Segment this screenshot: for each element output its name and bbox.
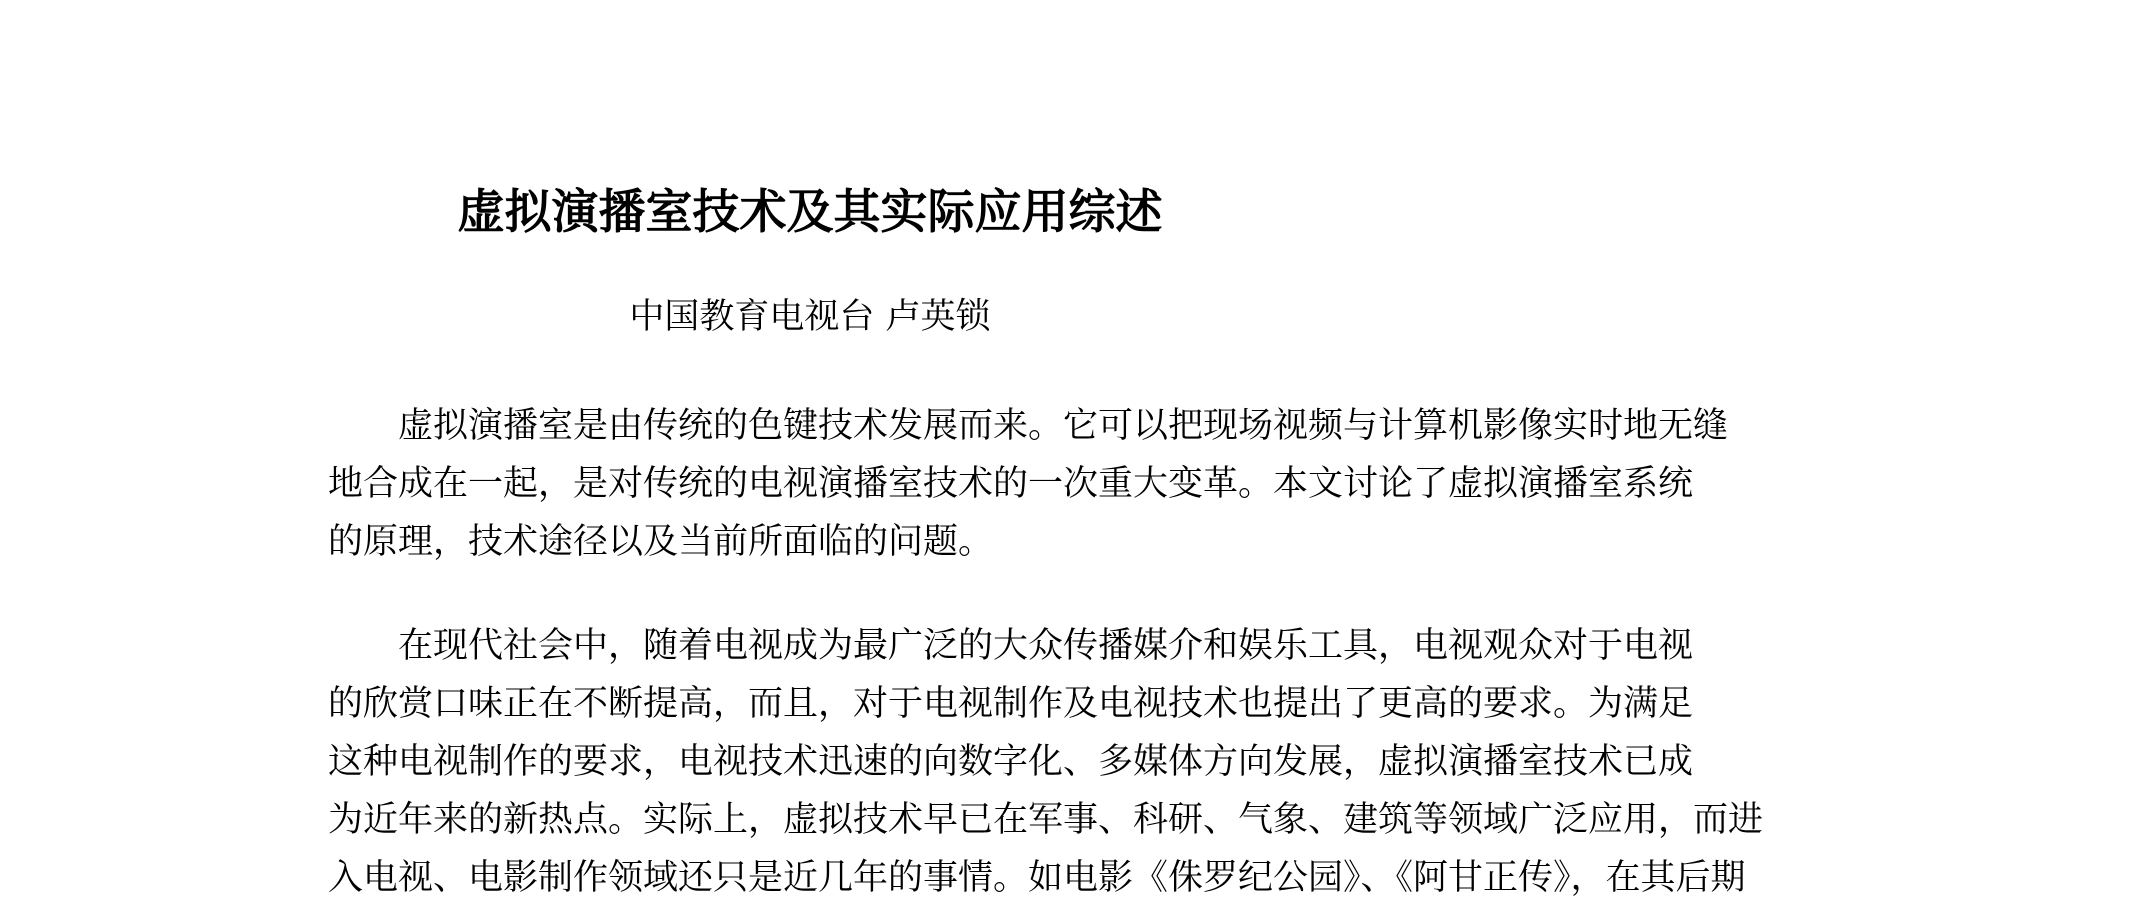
paragraph-line: 为近年来的新热点。实际上，虚拟技术早已在军事、科研、气象、建筑等领域广泛应用，而进 — [328, 800, 1764, 840]
paragraph-line: 在现代社会中，随着电视成为最广泛的大众传播媒介和娱乐工具，电视观众对于电视 — [398, 626, 1694, 666]
document-title: 虚拟演播室技术及其实际应用综述 — [457, 185, 1163, 240]
body-paragraph — [328, 617, 1853, 907]
abstract-paragraph — [328, 397, 1853, 571]
paragraph-line: 的原理，技术途径以及当前所面临的问题。 — [328, 522, 994, 562]
paragraph-line: 这种电视制作的要求，电视技术迅速的向数字化、多媒体方向发展，虚拟演播室技术已成 — [328, 742, 1694, 782]
paragraph-line: 的欣赏口味正在不断提高，而且，对于电视制作及电视技术也提出了更高的要求。为满足 — [328, 684, 1694, 724]
paragraph-line: 入电视、电影制作领域还只是近几年的事情。如电影《侏罗纪公园》、《阿甘正传》，在其后期 — [328, 858, 1746, 898]
paragraph-line: 地合成在一起，是对传统的电视演播室技术的一次重大变革。本文讨论了虚拟演播室系统 — [328, 464, 1694, 504]
paragraph-line: 虚拟演播室是由传统的色键技术发展而来。它可以把现场视频与计算机影像实时地无缝 — [398, 406, 1729, 446]
document-author: 中国教育电视台 卢英锁 — [629, 297, 991, 337]
